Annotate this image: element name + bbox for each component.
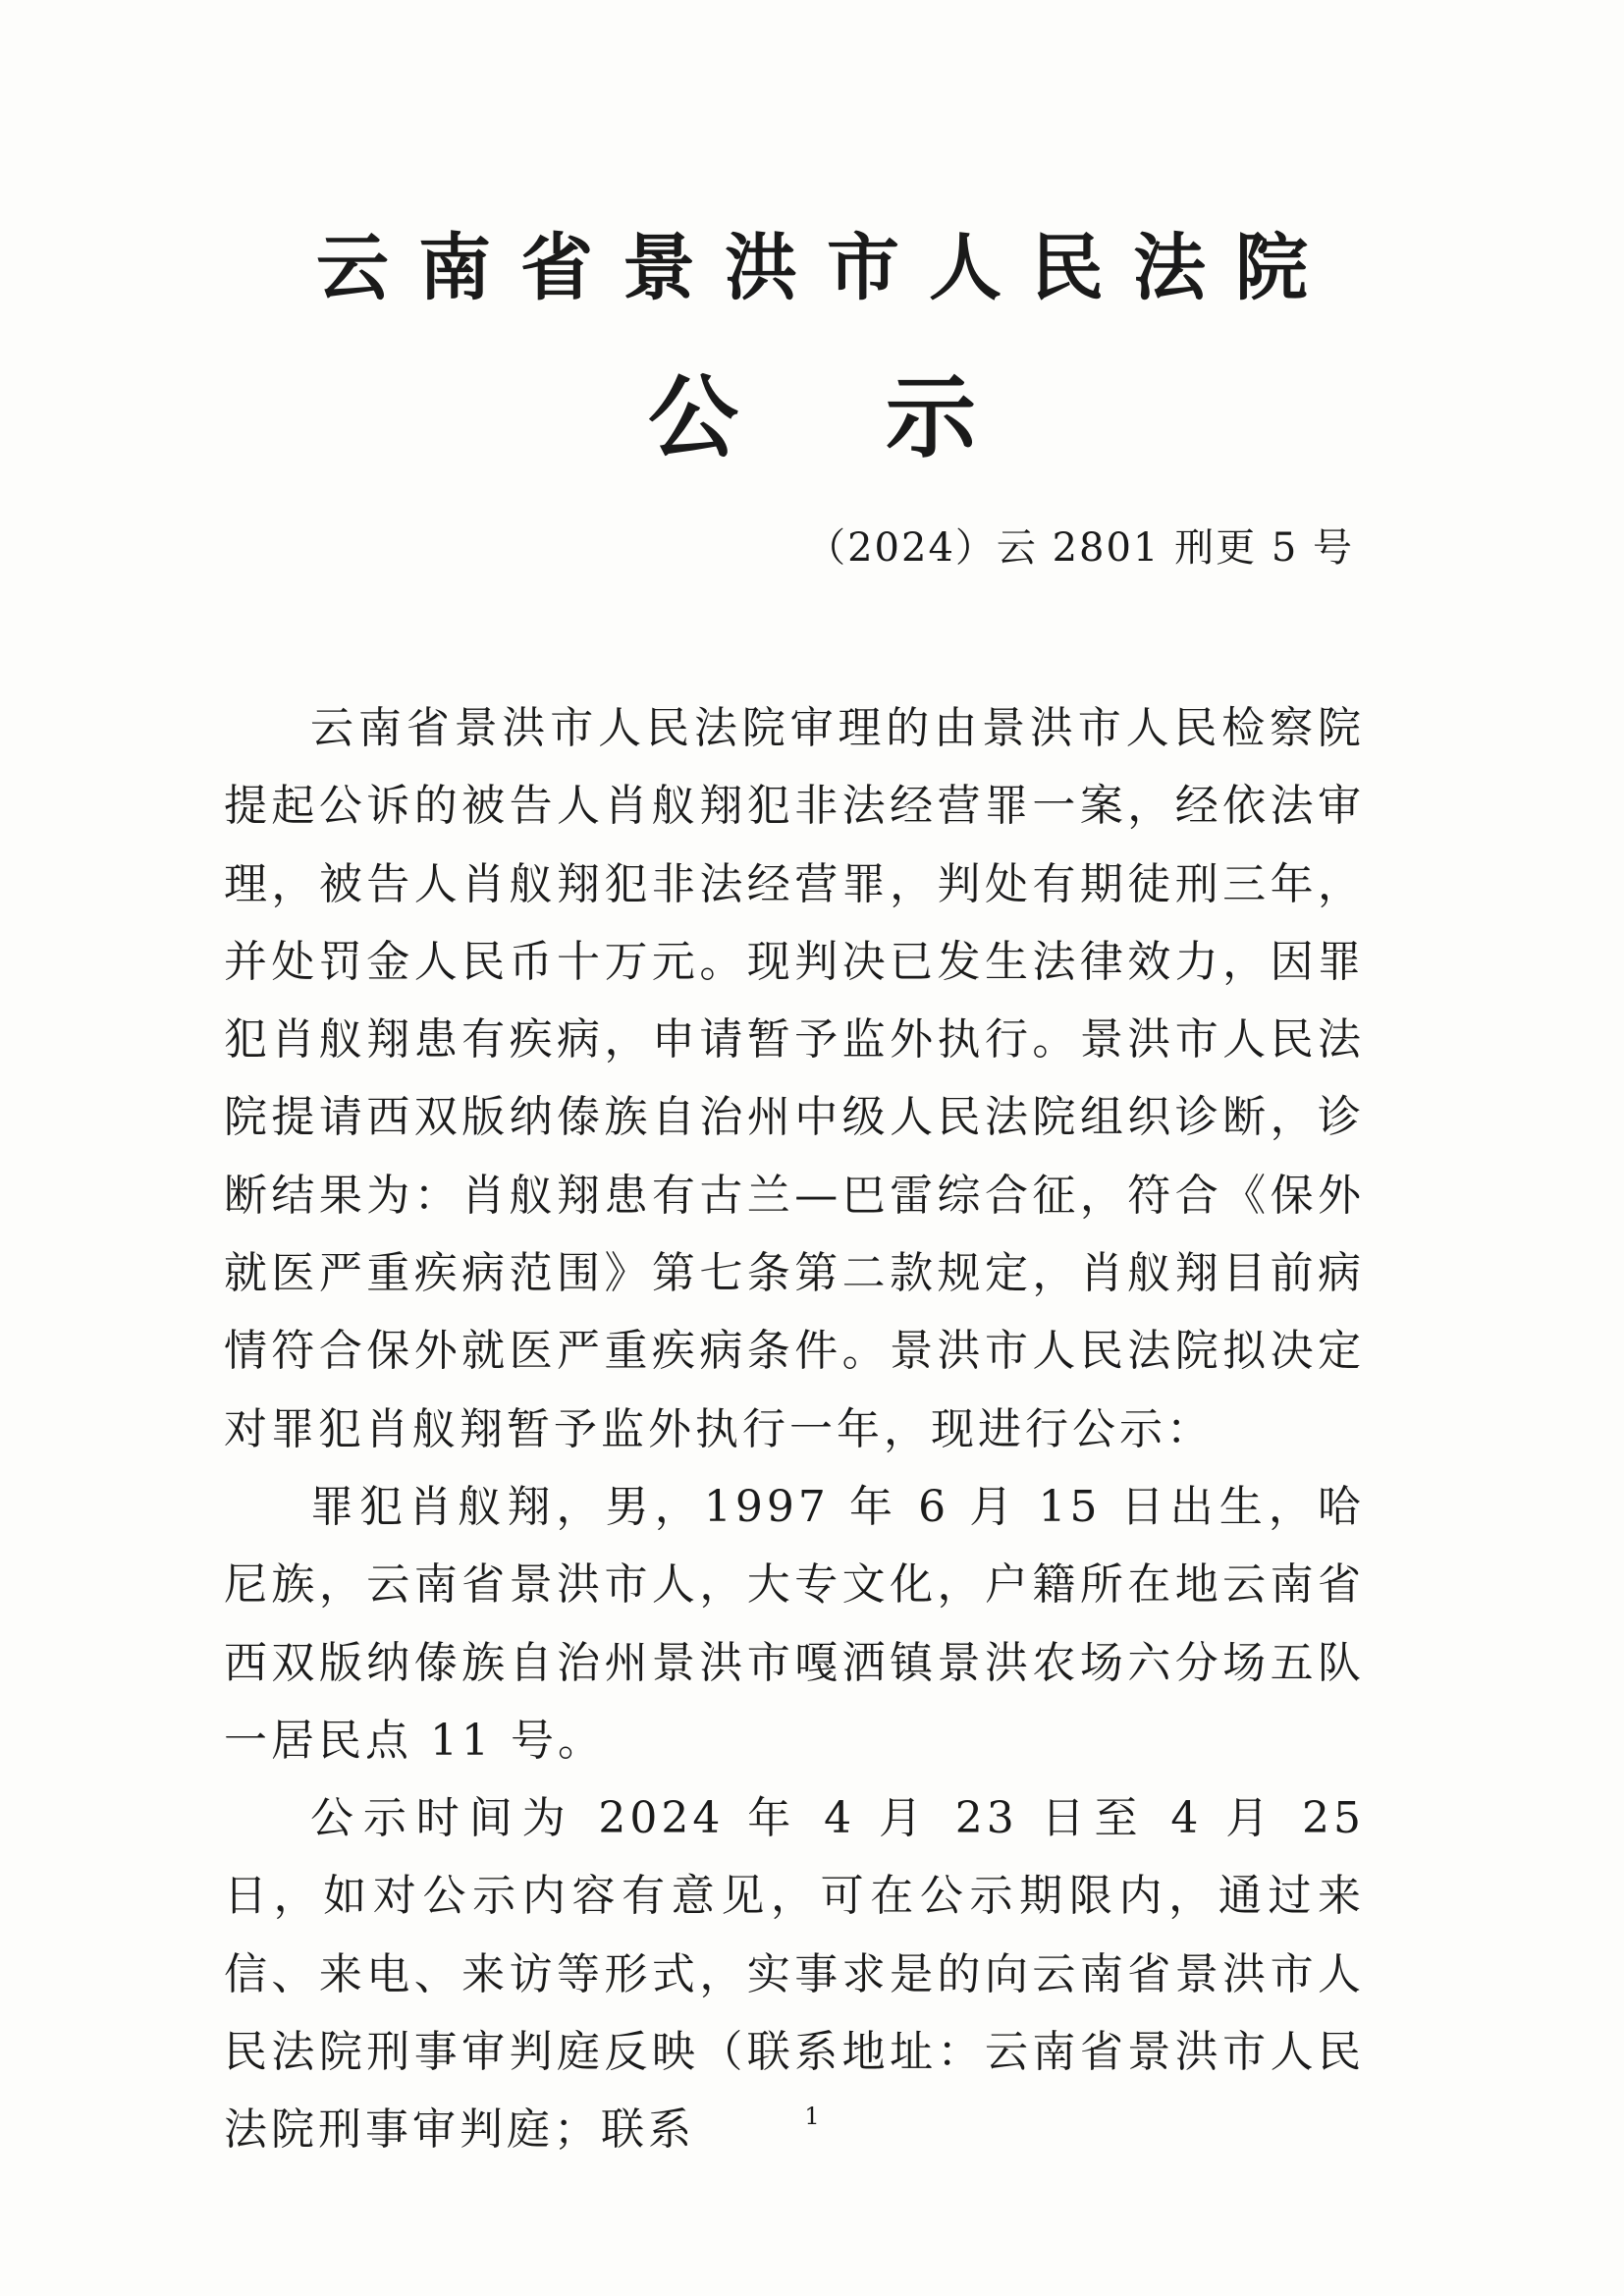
paragraph-publicity-period: 公示时间为 2024 年 4 月 23 日至 4 月 25 日，如对公示内容有意见，可在公示期限内，通过来信、来电、来访等形式，实事求是的向云南省景洪市人民法院刑事审判庭反映（联系地址：云南省景洪市人民法院刑事审判庭；联系	[224, 1793, 1365, 2156]
document-body	[224, 689, 1365, 2169]
page-number: 1	[804, 2103, 820, 2130]
paragraph-offender-info: 罪犯肖舣翔，男，1997 年 6 月 15 日出生，哈尼族，云南省景洪市人，大专文化，户籍所在地云南省西双版纳傣族自治州景洪市嘎洒镇景洪农场六分场五队一居民点 11 号。	[224, 1481, 1365, 1766]
document-type-title: 公示	[647, 364, 1123, 470]
paragraph-case-summary: 云南省景洪市人民法院审理的由景洪市人民检察院提起公诉的被告人肖舣翔犯非法经营罪一案，经依法审理，被告人肖舣翔犯非法经营罪，判处有期徒刑三年，并处罚金人民币十万元。现判决已发生法律效力，因罪犯肖舣翔患有疾病，申请暂予监外执行。景洪市人民法院提请西双版纳傣族自治州中级人民法院组织诊断，诊断结果为：肖舣翔患有古兰—巴雷综合征，符合《保外就医严重疾病范围》第七条第二款规定，肖舣翔目前病情符合保外就医严重疾病条件。景洪市人民法院拟决定对罪犯肖舣翔暂予监外执行一年，现进行公示：	[224, 703, 1365, 1454]
case-number: （2024）云 2801 刑更 5 号	[806, 525, 1354, 571]
court-name-heading: 云南省景洪市人民法院	[316, 226, 1337, 310]
